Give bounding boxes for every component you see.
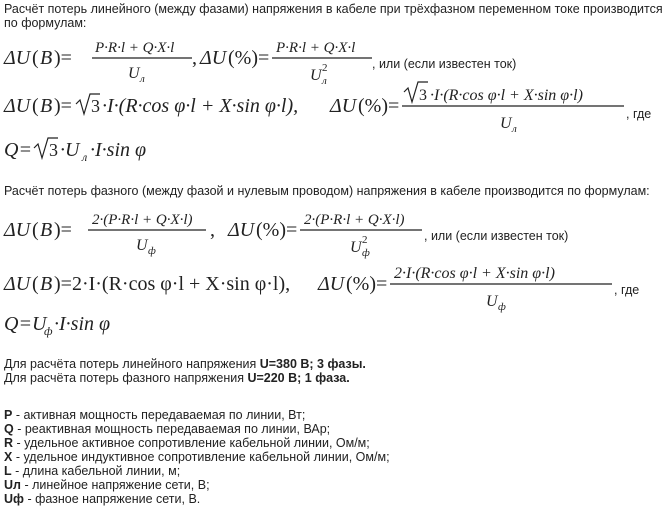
legend-symbol: R	[4, 436, 14, 450]
legend-symbol: P	[4, 408, 13, 422]
svg-text:2·(P·R·l + Q·X·l): 2·(P·R·l + Q·X·l)	[92, 212, 193, 228]
svg-text:U: U	[500, 115, 512, 132]
note-phase-bold: U=220 В; 1 фаза.	[247, 371, 350, 385]
svg-text:ΔU: ΔU	[318, 273, 345, 295]
svg-text:·I·(R·cos φ·l + X·sin φ·l),: ·I·(R·cos φ·l + X·sin φ·l),	[102, 95, 299, 117]
svg-text:·I·sin φ: ·I·sin φ	[90, 139, 147, 161]
svg-text:)=: )=	[54, 219, 72, 241]
svg-text:ΔU: ΔU	[4, 273, 31, 295]
where-1: , где	[626, 107, 652, 121]
svg-text:Q=U: Q=U	[4, 313, 47, 335]
legend-text: - фазное напряжение сети, В.	[23, 492, 201, 506]
svg-text:·I·(R·cos φ·l + X·sin φ·l): ·I·(R·cos φ·l + X·sin φ·l)	[430, 87, 583, 104]
svg-text:3: 3	[49, 140, 58, 160]
legend-symbol: Uф	[4, 492, 24, 506]
svg-text:ф: ф	[148, 245, 156, 257]
or-if-known-2: , или (если известен ток)	[424, 229, 569, 243]
svg-text:·I·sin φ: ·I·sin φ	[54, 313, 111, 335]
formula-phase-power	[3, 212, 568, 259]
svg-text:P·R·l + Q·X·l: P·R·l + Q·X·l	[276, 40, 356, 56]
svg-text:Q=: Q=	[4, 139, 32, 161]
note-linear	[4, 357, 366, 371]
or-if-known-1: , или (если известен ток)	[372, 57, 517, 71]
svg-text:(: (	[32, 95, 39, 117]
intro-linear-line-2: по формулам:	[4, 16, 87, 30]
svg-text:л: л	[82, 150, 88, 164]
svg-text:,: ,	[192, 47, 197, 69]
svg-text:2·I·(R·cos φ·l + X·sin φ·l): 2·I·(R·cos φ·l + X·sin φ·l)	[394, 265, 555, 282]
formula-phase-q	[4, 313, 110, 338]
note-linear-bold: U=380 В; 3 фазы.	[259, 357, 366, 371]
formula-linear-current	[3, 82, 651, 135]
svg-text:л: л	[140, 73, 145, 85]
svg-text:·U: ·U	[60, 139, 80, 161]
legend-text: - длина кабельной линии, м;	[11, 464, 181, 478]
formula-linear-power	[3, 40, 516, 87]
svg-text:(: (	[32, 219, 39, 241]
svg-text:л: л	[322, 75, 327, 87]
legend-item-uf	[4, 492, 200, 506]
svg-text:3: 3	[91, 96, 100, 116]
svg-text:ΔU: ΔU	[330, 95, 357, 117]
legend-text: - реактивная мощность передаваемая по линии, ВАр;	[13, 422, 331, 436]
svg-text:2: 2	[362, 234, 368, 246]
svg-text:U: U	[486, 293, 498, 310]
svg-text:B: B	[40, 47, 53, 69]
svg-text:B: B	[40, 95, 53, 117]
svg-text:U: U	[350, 239, 362, 256]
formula-phase-current	[3, 265, 639, 313]
svg-text:(%)=: (%)=	[346, 273, 388, 295]
svg-text:ΔU: ΔU	[4, 95, 31, 117]
svg-text:(%)=: (%)=	[358, 95, 400, 117]
svg-text:ΔU: ΔU	[4, 47, 31, 69]
svg-text:(%)=: (%)=	[228, 47, 270, 69]
legend-symbol: X	[4, 450, 13, 464]
legend-text: - активная мощность передаваемая по линии, Вт;	[12, 408, 306, 422]
legend-item-ul	[4, 478, 210, 492]
svg-text:ΔU: ΔU	[228, 219, 255, 241]
svg-text:,: ,	[210, 219, 215, 241]
legend-text: - линейное напряжение сети, В;	[20, 478, 210, 492]
svg-text:(%)=: (%)=	[256, 219, 298, 241]
legend-text: - удельное индуктивное сопротивление кабельной линии, Ом/м;	[12, 450, 390, 464]
svg-text:ф: ф	[498, 301, 506, 313]
legend-item-x	[4, 450, 390, 464]
svg-text:B: B	[40, 273, 53, 295]
svg-text:ΔU: ΔU	[4, 219, 31, 241]
svg-text:л: л	[512, 123, 517, 135]
intro-linear-line-1: Расчёт потерь линейного (между фазами) напряжения в кабеле при трёхфазном переменном токе производится	[4, 2, 663, 16]
note-phase-prefix: Для расчёта потерь фазного напряжения	[4, 371, 248, 385]
svg-text:2: 2	[322, 62, 328, 74]
note-linear-prefix: Для расчёта потерь линейного напряжения	[4, 357, 260, 371]
svg-text:(: (	[32, 273, 39, 295]
legend-item-q	[4, 422, 330, 436]
svg-text:ΔU: ΔU	[200, 47, 227, 69]
legend-item-r	[4, 436, 370, 450]
note-phase	[4, 371, 350, 385]
svg-text:U: U	[136, 237, 148, 254]
svg-text:)=: )=	[54, 95, 72, 117]
legend-symbol: Uл	[4, 478, 21, 492]
svg-text:U: U	[310, 67, 322, 84]
svg-text:ф: ф	[362, 247, 370, 259]
legend-symbol: Q	[4, 422, 14, 436]
svg-text:(: (	[32, 47, 39, 69]
legend-item-l	[4, 464, 180, 478]
legend-text: - удельное активное сопротивление кабельной линии, Ом/м;	[13, 436, 370, 450]
svg-text:)=: )=	[54, 47, 72, 69]
svg-text:U: U	[128, 65, 140, 82]
formula-linear-q	[4, 138, 146, 164]
svg-text:B: B	[40, 219, 53, 241]
svg-text:3: 3	[419, 87, 427, 104]
where-2: , где	[614, 283, 640, 297]
svg-text:)=2·I·(R·cos φ·l + X·sin φ·l),: )=2·I·(R·cos φ·l + X·sin φ·l),	[54, 273, 291, 295]
svg-text:P·R·l + Q·X·l: P·R·l + Q·X·l	[95, 40, 175, 56]
legend-item-p	[4, 408, 305, 422]
svg-text:2·(P·R·l + Q·X·l): 2·(P·R·l + Q·X·l)	[304, 212, 405, 228]
legend-symbol: L	[4, 464, 12, 478]
svg-text:ф: ф	[44, 324, 53, 338]
intro-phase: Расчёт потерь фазного (между фазой и нулевым проводом) напряжения в кабеле производится по формулам:	[4, 184, 650, 198]
